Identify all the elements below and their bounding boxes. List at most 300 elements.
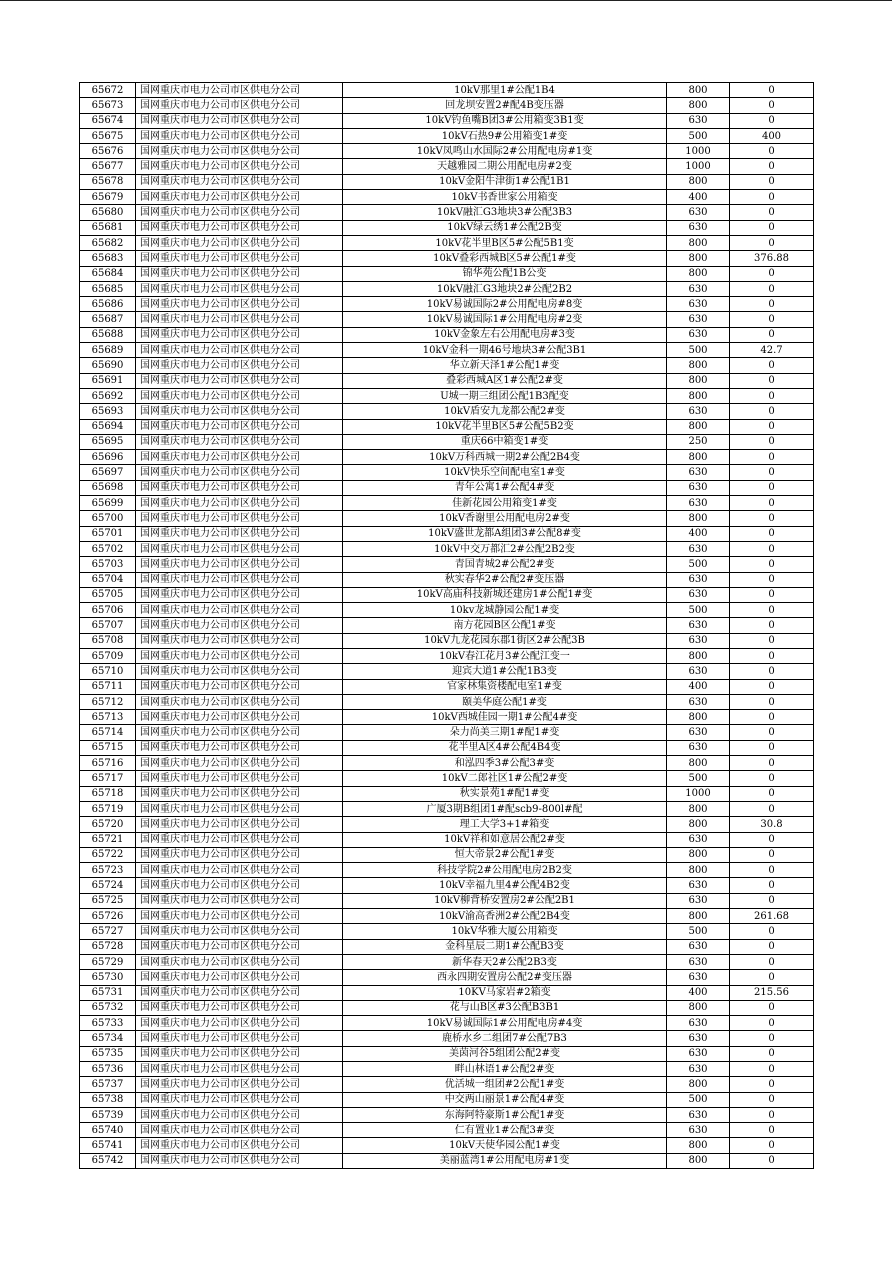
row-id-cell: 65673 (80, 98, 136, 113)
table-row (80, 847, 814, 862)
organization-cell: 国网重庆市电力公司市区供电分公司 (136, 587, 343, 602)
organization-cell: 国网重庆市电力公司市区供电分公司 (136, 480, 343, 495)
table-row (80, 679, 814, 694)
table-row (80, 312, 814, 327)
value-cell: 42.7 (730, 343, 814, 358)
organization-cell: 国网重庆市电力公司市区供电分公司 (136, 1046, 343, 1061)
capacity-cell: 630 (667, 1062, 730, 1077)
capacity-cell: 800 (667, 710, 730, 725)
row-id-cell: 65735 (80, 1046, 136, 1061)
organization-cell: 国网重庆市电力公司市区供电分公司 (136, 679, 343, 694)
organization-cell: 国网重庆市电力公司市区供电分公司 (136, 801, 343, 816)
value-cell: 30.8 (730, 817, 814, 832)
transformer-name-cell: 10kV快乐空间配电室1#变 (343, 465, 667, 480)
capacity-cell: 800 (667, 373, 730, 388)
value-cell: 0 (730, 281, 814, 296)
value-cell: 0 (730, 83, 814, 98)
capacity-cell: 630 (667, 541, 730, 556)
table-row (80, 1062, 814, 1077)
row-id-cell: 65721 (80, 832, 136, 847)
transformer-name-cell: 10kV凤鸣山水国际2#公用配电房#1变 (343, 144, 667, 159)
organization-cell: 国网重庆市电力公司市区供电分公司 (136, 373, 343, 388)
table-row (80, 83, 814, 98)
value-cell: 215.56 (730, 985, 814, 1000)
row-id-cell: 65680 (80, 205, 136, 220)
value-cell: 0 (730, 648, 814, 663)
row-id-cell: 65718 (80, 786, 136, 801)
organization-cell: 国网重庆市电力公司市区供电分公司 (136, 1138, 343, 1153)
row-id-cell: 65704 (80, 572, 136, 587)
capacity-cell: 630 (667, 220, 730, 235)
row-id-cell: 65698 (80, 480, 136, 495)
organization-cell: 国网重庆市电力公司市区供电分公司 (136, 83, 343, 98)
transformer-name-cell: 华立新天泽1#公配1#变 (343, 358, 667, 373)
table-body (80, 83, 814, 1169)
organization-cell: 国网重庆市电力公司市区供电分公司 (136, 266, 343, 281)
row-id-cell: 65725 (80, 893, 136, 908)
transformer-name-cell: 10kV花半里B区5#公配5B2变 (343, 419, 667, 434)
row-id-cell: 65682 (80, 235, 136, 250)
value-cell: 0 (730, 511, 814, 526)
transformer-name-cell: 西永四期安置房公配2#变压器 (343, 970, 667, 985)
value-cell: 0 (730, 496, 814, 511)
capacity-cell: 500 (667, 343, 730, 358)
capacity-cell: 800 (667, 1077, 730, 1092)
value-cell: 0 (730, 419, 814, 434)
table-row (80, 756, 814, 771)
row-id-cell: 65689 (80, 343, 136, 358)
transformer-name-cell: 回龙坝安置2#配4B变压器 (343, 98, 667, 113)
organization-cell: 国网重庆市电力公司市区供电分公司 (136, 909, 343, 924)
organization-cell: 国网重庆市电力公司市区供电分公司 (136, 450, 343, 465)
row-id-cell: 65739 (80, 1107, 136, 1122)
row-id-cell: 65694 (80, 419, 136, 434)
row-id-cell: 65716 (80, 756, 136, 771)
transformer-name-cell: 10kV金阳牛津街1#公配1B1 (343, 174, 667, 189)
organization-cell: 国网重庆市电力公司市区供电分公司 (136, 1123, 343, 1138)
transformer-name-cell: 10kV万科西城一期2#公配2B4变 (343, 450, 667, 465)
table-row (80, 817, 814, 832)
table-row (80, 1123, 814, 1138)
table-row (80, 159, 814, 174)
transformer-name-cell: 10kV书香世家公用箱变 (343, 190, 667, 205)
organization-cell: 国网重庆市电力公司市区供电分公司 (136, 954, 343, 969)
transformer-name-cell: 10kV九龙花园东郡1街区2#公配3B (343, 633, 667, 648)
value-cell: 0 (730, 633, 814, 648)
capacity-cell: 800 (667, 1153, 730, 1168)
table-row (80, 725, 814, 740)
value-cell: 0 (730, 190, 814, 205)
row-id-cell: 65722 (80, 847, 136, 862)
table-row (80, 572, 814, 587)
capacity-cell: 400 (667, 526, 730, 541)
row-id-cell: 65677 (80, 159, 136, 174)
capacity-cell: 630 (667, 832, 730, 847)
transformer-name-cell: 天越雅园二期公用配电房#2变 (343, 159, 667, 174)
table-row (80, 511, 814, 526)
transformer-name-cell: 重庆66中箱变1#变 (343, 434, 667, 449)
row-id-cell: 65691 (80, 373, 136, 388)
table-row (80, 434, 814, 449)
capacity-cell: 630 (667, 496, 730, 511)
table-row (80, 954, 814, 969)
row-id-cell: 65676 (80, 144, 136, 159)
transformer-name-cell: U城一期三组团公配1B3配变 (343, 388, 667, 403)
row-id-cell: 65679 (80, 190, 136, 205)
transformer-name-cell: 10kv龙城静园公配1#变 (343, 603, 667, 618)
table-row (80, 878, 814, 893)
table-row (80, 358, 814, 373)
capacity-cell: 800 (667, 801, 730, 816)
value-cell: 0 (730, 174, 814, 189)
table-row (80, 648, 814, 663)
transformer-name-cell: 畔山林语1#公配2#变 (343, 1062, 667, 1077)
value-cell: 0 (730, 847, 814, 862)
capacity-cell: 800 (667, 266, 730, 281)
row-id-cell: 65730 (80, 970, 136, 985)
value-cell: 0 (730, 725, 814, 740)
value-cell: 0 (730, 832, 814, 847)
row-id-cell: 65720 (80, 817, 136, 832)
organization-cell: 国网重庆市电力公司市区供电分公司 (136, 220, 343, 235)
table-row (80, 144, 814, 159)
organization-cell: 国网重庆市电力公司市区供电分公司 (136, 878, 343, 893)
capacity-cell: 630 (667, 281, 730, 296)
table-row (80, 1153, 814, 1168)
capacity-cell: 1000 (667, 786, 730, 801)
capacity-cell: 800 (667, 235, 730, 250)
row-id-cell: 65719 (80, 801, 136, 816)
capacity-cell: 630 (667, 939, 730, 954)
organization-cell: 国网重庆市电力公司市区供电分公司 (136, 526, 343, 541)
transformer-name-cell: 10kV高庙科技新城还建房1#公配1#变 (343, 587, 667, 602)
capacity-cell: 800 (667, 756, 730, 771)
organization-cell: 国网重庆市电力公司市区供电分公司 (136, 771, 343, 786)
transformer-name-cell: 官家林集资楼配电室1#变 (343, 679, 667, 694)
row-id-cell: 65699 (80, 496, 136, 511)
row-id-cell: 65737 (80, 1077, 136, 1092)
value-cell: 0 (730, 205, 814, 220)
row-id-cell: 65736 (80, 1062, 136, 1077)
table-row (80, 266, 814, 281)
value-cell: 0 (730, 327, 814, 342)
table-row (80, 1000, 814, 1015)
table-row (80, 694, 814, 709)
table-row (80, 496, 814, 511)
organization-cell: 国网重庆市电力公司市区供电分公司 (136, 618, 343, 633)
value-cell: 0 (730, 220, 814, 235)
capacity-cell: 800 (667, 450, 730, 465)
value-cell: 0 (730, 954, 814, 969)
capacity-cell: 1000 (667, 159, 730, 174)
capacity-cell: 630 (667, 694, 730, 709)
organization-cell: 国网重庆市电力公司市区供电分公司 (136, 1092, 343, 1107)
capacity-cell: 630 (667, 664, 730, 679)
table-row (80, 281, 814, 296)
table-row (80, 1016, 814, 1031)
transformer-name-cell: 青年公寓1#公配4#变 (343, 480, 667, 495)
transformer-name-cell: 10kV香谢里公用配电房2#变 (343, 511, 667, 526)
transformer-name-cell: 10kV花半里B区5#公配5B1变 (343, 235, 667, 250)
table-row (80, 404, 814, 419)
table-row (80, 128, 814, 143)
transformer-name-cell: 10kV盾安九龙都公配2#变 (343, 404, 667, 419)
value-cell: 0 (730, 572, 814, 587)
value-cell: 0 (730, 603, 814, 618)
top-rule (0, 0, 892, 1)
row-id-cell: 65678 (80, 174, 136, 189)
value-cell: 0 (730, 587, 814, 602)
capacity-cell: 630 (667, 404, 730, 419)
table-row (80, 985, 814, 1000)
capacity-cell: 400 (667, 985, 730, 1000)
row-id-cell: 65700 (80, 511, 136, 526)
value-cell: 0 (730, 970, 814, 985)
row-id-cell: 65724 (80, 878, 136, 893)
transformer-name-cell: 10kV渝高香洲2#公配2B4变 (343, 909, 667, 924)
capacity-cell: 630 (667, 740, 730, 755)
capacity-cell: 500 (667, 128, 730, 143)
value-cell: 0 (730, 1031, 814, 1046)
value-cell: 0 (730, 358, 814, 373)
organization-cell: 国网重庆市电力公司市区供电分公司 (136, 465, 343, 480)
table-row (80, 98, 814, 113)
value-cell: 0 (730, 878, 814, 893)
table-row (80, 710, 814, 725)
value-cell: 0 (730, 159, 814, 174)
organization-cell: 国网重庆市电力公司市区供电分公司 (136, 633, 343, 648)
transformer-name-cell: 10kV融汇G3地块2#公配2B2 (343, 281, 667, 296)
table-row (80, 740, 814, 755)
value-cell: 0 (730, 1123, 814, 1138)
table-row (80, 832, 814, 847)
row-id-cell: 65686 (80, 297, 136, 312)
capacity-cell: 630 (667, 633, 730, 648)
value-cell: 0 (730, 1016, 814, 1031)
capacity-cell: 500 (667, 557, 730, 572)
row-id-cell: 65693 (80, 404, 136, 419)
value-cell: 0 (730, 388, 814, 403)
table-row (80, 893, 814, 908)
capacity-cell: 800 (667, 388, 730, 403)
value-cell: 0 (730, 297, 814, 312)
capacity-cell: 630 (667, 327, 730, 342)
table-row (80, 419, 814, 434)
row-id-cell: 65726 (80, 909, 136, 924)
capacity-cell: 800 (667, 419, 730, 434)
value-cell: 0 (730, 924, 814, 939)
value-cell: 0 (730, 679, 814, 694)
organization-cell: 国网重庆市电力公司市区供电分公司 (136, 144, 343, 159)
organization-cell: 国网重庆市电力公司市区供电分公司 (136, 419, 343, 434)
capacity-cell: 630 (667, 1031, 730, 1046)
table-row (80, 113, 814, 128)
row-id-cell: 65702 (80, 541, 136, 556)
capacity-cell: 800 (667, 251, 730, 266)
transformer-name-cell: 颐美华庭公配1#变 (343, 694, 667, 709)
row-id-cell: 65741 (80, 1138, 136, 1153)
row-id-cell: 65707 (80, 618, 136, 633)
row-id-cell: 65709 (80, 648, 136, 663)
table-row (80, 190, 814, 205)
table-row (80, 465, 814, 480)
value-cell: 0 (730, 404, 814, 419)
transformer-name-cell: 花半里A区4#公配4B4变 (343, 740, 667, 755)
table-row (80, 771, 814, 786)
value-cell: 0 (730, 450, 814, 465)
organization-cell: 国网重庆市电力公司市区供电分公司 (136, 251, 343, 266)
value-cell: 0 (730, 664, 814, 679)
table-row (80, 174, 814, 189)
value-cell: 0 (730, 557, 814, 572)
row-id-cell: 65695 (80, 434, 136, 449)
organization-cell: 国网重庆市电力公司市区供电分公司 (136, 710, 343, 725)
capacity-cell: 250 (667, 434, 730, 449)
capacity-cell: 630 (667, 618, 730, 633)
organization-cell: 国网重庆市电力公司市区供电分公司 (136, 786, 343, 801)
table-row (80, 1138, 814, 1153)
row-id-cell: 65705 (80, 587, 136, 602)
transformer-name-cell: 恒大帝景2#公配1#变 (343, 847, 667, 862)
capacity-cell: 630 (667, 878, 730, 893)
row-id-cell: 65714 (80, 725, 136, 740)
table-row (80, 603, 814, 618)
transformer-name-cell: 10kV中交万都汇2#公配2B2变 (343, 541, 667, 556)
capacity-cell: 630 (667, 572, 730, 587)
capacity-cell: 800 (667, 358, 730, 373)
transformer-name-cell: 10kV华雅大厦公用箱变 (343, 924, 667, 939)
row-id-cell: 65723 (80, 863, 136, 878)
transformer-name-cell: 朵力尚美三期1#配1#变 (343, 725, 667, 740)
value-cell: 0 (730, 740, 814, 755)
row-id-cell: 65710 (80, 664, 136, 679)
transformer-name-cell: 10KV马家岩#2箱变 (343, 985, 667, 1000)
capacity-cell: 630 (667, 465, 730, 480)
table-row (80, 1107, 814, 1122)
organization-cell: 国网重庆市电力公司市区供电分公司 (136, 572, 343, 587)
value-cell: 0 (730, 710, 814, 725)
value-cell: 261.68 (730, 909, 814, 924)
transformer-name-cell: 10kV易诚国际1#公用配电房#4变 (343, 1016, 667, 1031)
capacity-cell: 800 (667, 83, 730, 98)
capacity-cell: 630 (667, 1123, 730, 1138)
organization-cell: 国网重庆市电力公司市区供电分公司 (136, 740, 343, 755)
value-cell: 0 (730, 266, 814, 281)
organization-cell: 国网重庆市电力公司市区供电分公司 (136, 128, 343, 143)
value-cell: 0 (730, 1107, 814, 1122)
capacity-cell: 400 (667, 190, 730, 205)
value-cell: 0 (730, 1153, 814, 1168)
row-id-cell: 65708 (80, 633, 136, 648)
table-row (80, 327, 814, 342)
value-cell: 0 (730, 801, 814, 816)
organization-cell: 国网重庆市电力公司市区供电分公司 (136, 174, 343, 189)
row-id-cell: 65734 (80, 1031, 136, 1046)
organization-cell: 国网重庆市电力公司市区供电分公司 (136, 281, 343, 296)
capacity-cell: 800 (667, 98, 730, 113)
transformer-name-cell: 10kV天使华园公配1#变 (343, 1138, 667, 1153)
value-cell: 0 (730, 863, 814, 878)
row-id-cell: 65683 (80, 251, 136, 266)
row-id-cell: 65717 (80, 771, 136, 786)
transformer-name-cell: 秋实春华2#公配2#变压器 (343, 572, 667, 587)
organization-cell: 国网重庆市电力公司市区供电分公司 (136, 404, 343, 419)
transformer-name-cell: 东海阿特豪斯1#公配1#变 (343, 1107, 667, 1122)
transformer-name-cell: 迎宾大道1#公配1B3变 (343, 664, 667, 679)
table-row (80, 970, 814, 985)
table-row (80, 587, 814, 602)
organization-cell: 国网重庆市电力公司市区供电分公司 (136, 434, 343, 449)
organization-cell: 国网重庆市电力公司市区供电分公司 (136, 1031, 343, 1046)
transformer-name-cell: 广厦3期B组团1#配scb9-800l#配 (343, 801, 667, 816)
transformer-name-cell: 青国青城2#公配2#变 (343, 557, 667, 572)
capacity-cell: 630 (667, 205, 730, 220)
data-table (79, 82, 814, 1169)
transformer-name-cell: 花与山B区#3公配B3B1 (343, 1000, 667, 1015)
organization-cell: 国网重庆市电力公司市区供电分公司 (136, 1107, 343, 1122)
transformer-name-cell: 10kV盛世龙都A组团3#公配8#变 (343, 526, 667, 541)
row-id-cell: 65688 (80, 327, 136, 342)
table-row (80, 297, 814, 312)
value-cell: 0 (730, 312, 814, 327)
organization-cell: 国网重庆市电力公司市区供电分公司 (136, 190, 343, 205)
value-cell: 0 (730, 1092, 814, 1107)
value-cell: 0 (730, 235, 814, 250)
value-cell: 0 (730, 526, 814, 541)
organization-cell: 国网重庆市电力公司市区供电分公司 (136, 327, 343, 342)
organization-cell: 国网重庆市电力公司市区供电分公司 (136, 1062, 343, 1077)
value-cell: 0 (730, 465, 814, 480)
table-row (80, 633, 814, 648)
transformer-name-cell: 10kV叠彩西城B区5#公配1#变 (343, 251, 667, 266)
transformer-name-cell: 10kV春江花月3#公配江变一 (343, 648, 667, 663)
value-cell: 0 (730, 98, 814, 113)
table-row (80, 541, 814, 556)
transformer-name-cell: 10kV幸福九里4#公配4B2变 (343, 878, 667, 893)
capacity-cell: 800 (667, 909, 730, 924)
value-cell: 0 (730, 771, 814, 786)
value-cell: 376.88 (730, 251, 814, 266)
transformer-name-cell: 10kV二郎社区1#公配2#变 (343, 771, 667, 786)
row-id-cell: 65696 (80, 450, 136, 465)
table-row (80, 251, 814, 266)
organization-cell: 国网重庆市电力公司市区供电分公司 (136, 98, 343, 113)
organization-cell: 国网重庆市电力公司市区供电分公司 (136, 1000, 343, 1015)
organization-cell: 国网重庆市电力公司市区供电分公司 (136, 358, 343, 373)
capacity-cell: 630 (667, 297, 730, 312)
table-row (80, 526, 814, 541)
capacity-cell: 630 (667, 1016, 730, 1031)
value-cell: 0 (730, 1077, 814, 1092)
capacity-cell: 630 (667, 1107, 730, 1122)
capacity-cell: 630 (667, 312, 730, 327)
table-row (80, 1092, 814, 1107)
transformer-name-cell: 10kV那里1#公配1B4 (343, 83, 667, 98)
capacity-cell: 630 (667, 725, 730, 740)
value-cell: 0 (730, 694, 814, 709)
table-row (80, 1077, 814, 1092)
capacity-cell: 800 (667, 1000, 730, 1015)
value-cell: 0 (730, 1138, 814, 1153)
row-id-cell: 65681 (80, 220, 136, 235)
transformer-name-cell: 中交两山丽景1#公配4#变 (343, 1092, 667, 1107)
capacity-cell: 800 (667, 863, 730, 878)
capacity-cell: 500 (667, 603, 730, 618)
value-cell: 0 (730, 480, 814, 495)
organization-cell: 国网重庆市电力公司市区供电分公司 (136, 496, 343, 511)
organization-cell: 国网重庆市电力公司市区供电分公司 (136, 694, 343, 709)
table-row (80, 1046, 814, 1061)
